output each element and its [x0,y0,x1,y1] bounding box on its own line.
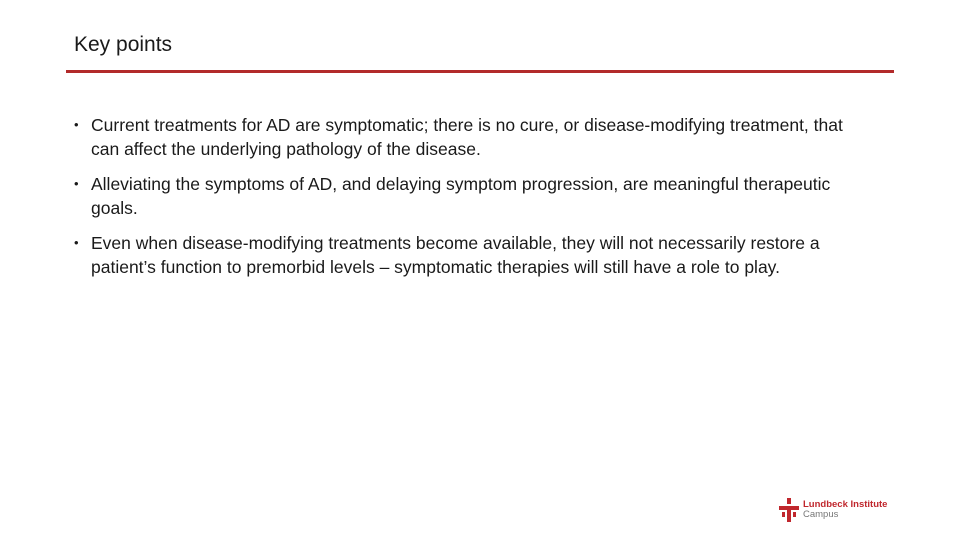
title-divider [66,70,894,73]
bullet-icon: • [74,176,79,191]
bullet-icon: • [74,117,79,132]
bullet-text: Even when disease-modifying treatments become available, they will not necessarily restore a patient’s function to premorbid levels – symptomatic therapies will still have a role to play. [91,233,820,277]
slide-title: Key points [74,33,173,56]
key-points-list [74,113,874,290]
logo-cross-icon [779,498,799,522]
list-item [74,172,874,220]
bullet-text: Current treatments for AD are symptomatic; there is no cure, or disease-modifying treatment, that can affect the underlying pathology of the disease. [91,115,843,159]
list-item [74,231,874,279]
logo-brand-text: Lundbeck Institute [803,499,888,510]
list-item [74,113,874,161]
bullet-text: Alleviating the symptoms of AD, and delaying symptom progression, are meaningful therapeutic goals. [91,174,831,218]
logo-sub-text: Campus [803,509,839,520]
bullet-icon: • [74,235,79,250]
lundbeck-institute-logo [779,497,887,523]
